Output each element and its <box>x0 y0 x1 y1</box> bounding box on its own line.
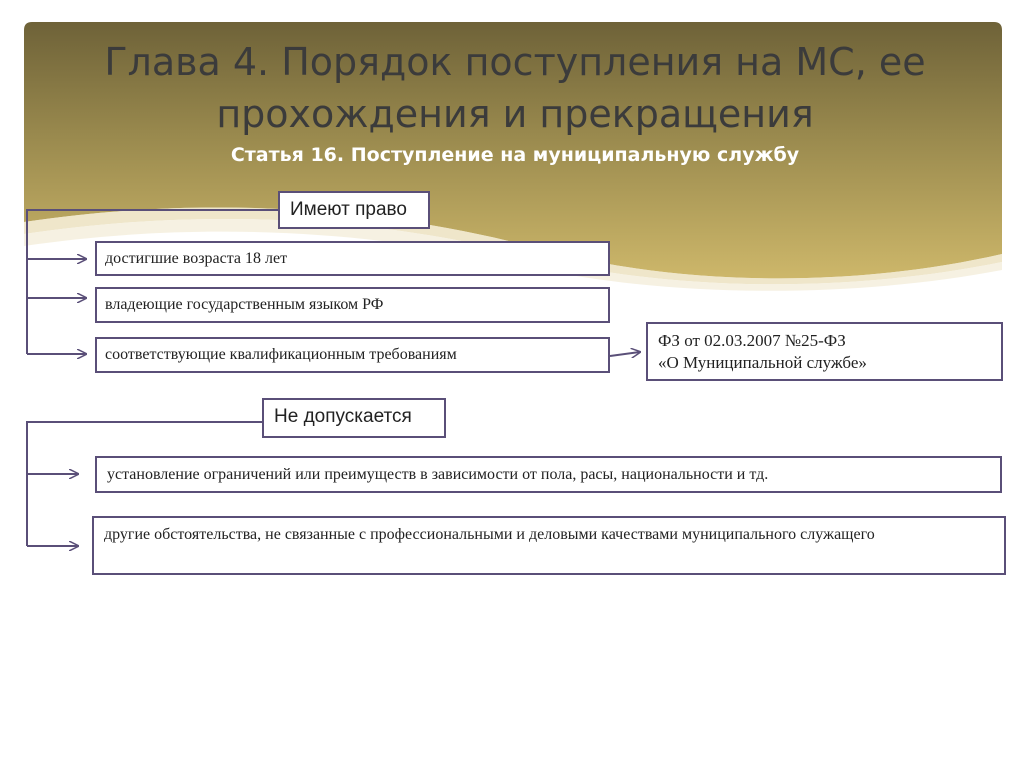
law-line-2: «О Муниципальной службе» <box>658 353 867 372</box>
rights-item-qualification: соответствующие квалификационным требованиям <box>95 337 610 373</box>
title-line-2: прохождения и прекращения <box>216 92 814 136</box>
rights-item-age: достигшие возраста 18 лет <box>95 241 610 276</box>
prohibited-item-other: другие обстоятельства, не связанные с профессиональными и деловыми качествами муниципального служащего <box>92 516 1006 575</box>
rights-item-language: владеющие государственным языком РФ <box>95 287 610 323</box>
rights-bracket <box>27 210 278 354</box>
prohibited-item-discrimination: установление ограничений или преимуществ в зависимости от пола, расы, национальности и тд. <box>95 456 1002 493</box>
prohibited-heading-box: Не допускается <box>262 398 446 438</box>
slide-subtitle: Статья 16. Поступление на муниципальную службу <box>230 144 800 166</box>
arrow-to-law <box>610 352 640 356</box>
rights-heading-box: Имеют право <box>278 191 430 229</box>
title-line-1: Глава 4. Порядок поступления на МС, ее <box>104 40 926 84</box>
law-line-1: ФЗ от 02.03.2007 №25-ФЗ <box>658 331 846 350</box>
law-reference-box <box>646 322 1003 381</box>
